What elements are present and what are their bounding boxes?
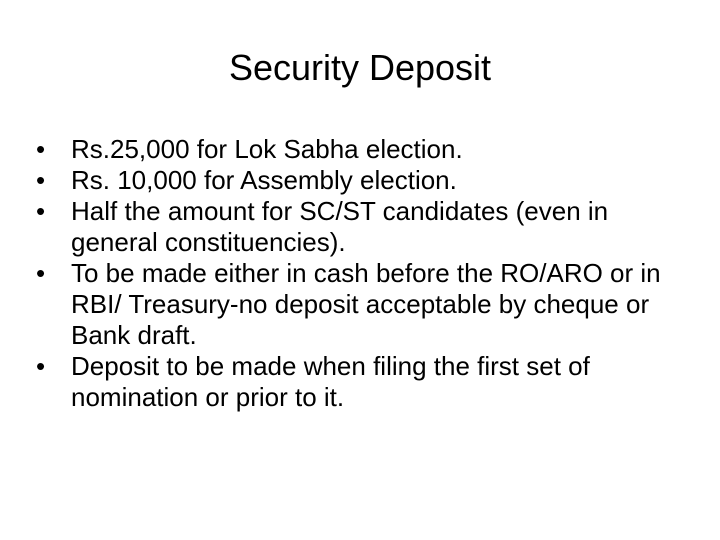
bullet-text: To be made either in cash before the RO/ARO or in RBI/ Treasury-no deposit acceptable by cheque or Bank draft. — [71, 258, 661, 350]
bullet-icon: • — [36, 258, 46, 288]
bullet-text: Rs.25,000 for Lok Sabha election. — [71, 134, 463, 164]
bullet-item-timing — [36, 351, 686, 413]
bullet-icon: • — [36, 134, 46, 164]
bullet-text: Rs. 10,000 for Assembly election. — [71, 165, 457, 195]
bullet-item-lok-sabha — [36, 134, 686, 165]
bullet-icon: • — [36, 196, 46, 226]
bullet-icon: • — [36, 165, 46, 195]
bullet-text: Half the amount for SC/ST candidates (even in general constituencies). — [71, 196, 609, 257]
bullet-icon: • — [36, 351, 46, 381]
bullet-item-sc-st — [36, 196, 686, 258]
bullet-item-assembly — [36, 165, 686, 196]
bullet-list — [36, 134, 686, 413]
bullet-text: Deposit to be made when filing the first set of nomination or prior to it. — [71, 351, 590, 412]
bullet-item-payment-mode — [36, 258, 686, 351]
slide-title: Security Deposit — [228, 47, 492, 88]
